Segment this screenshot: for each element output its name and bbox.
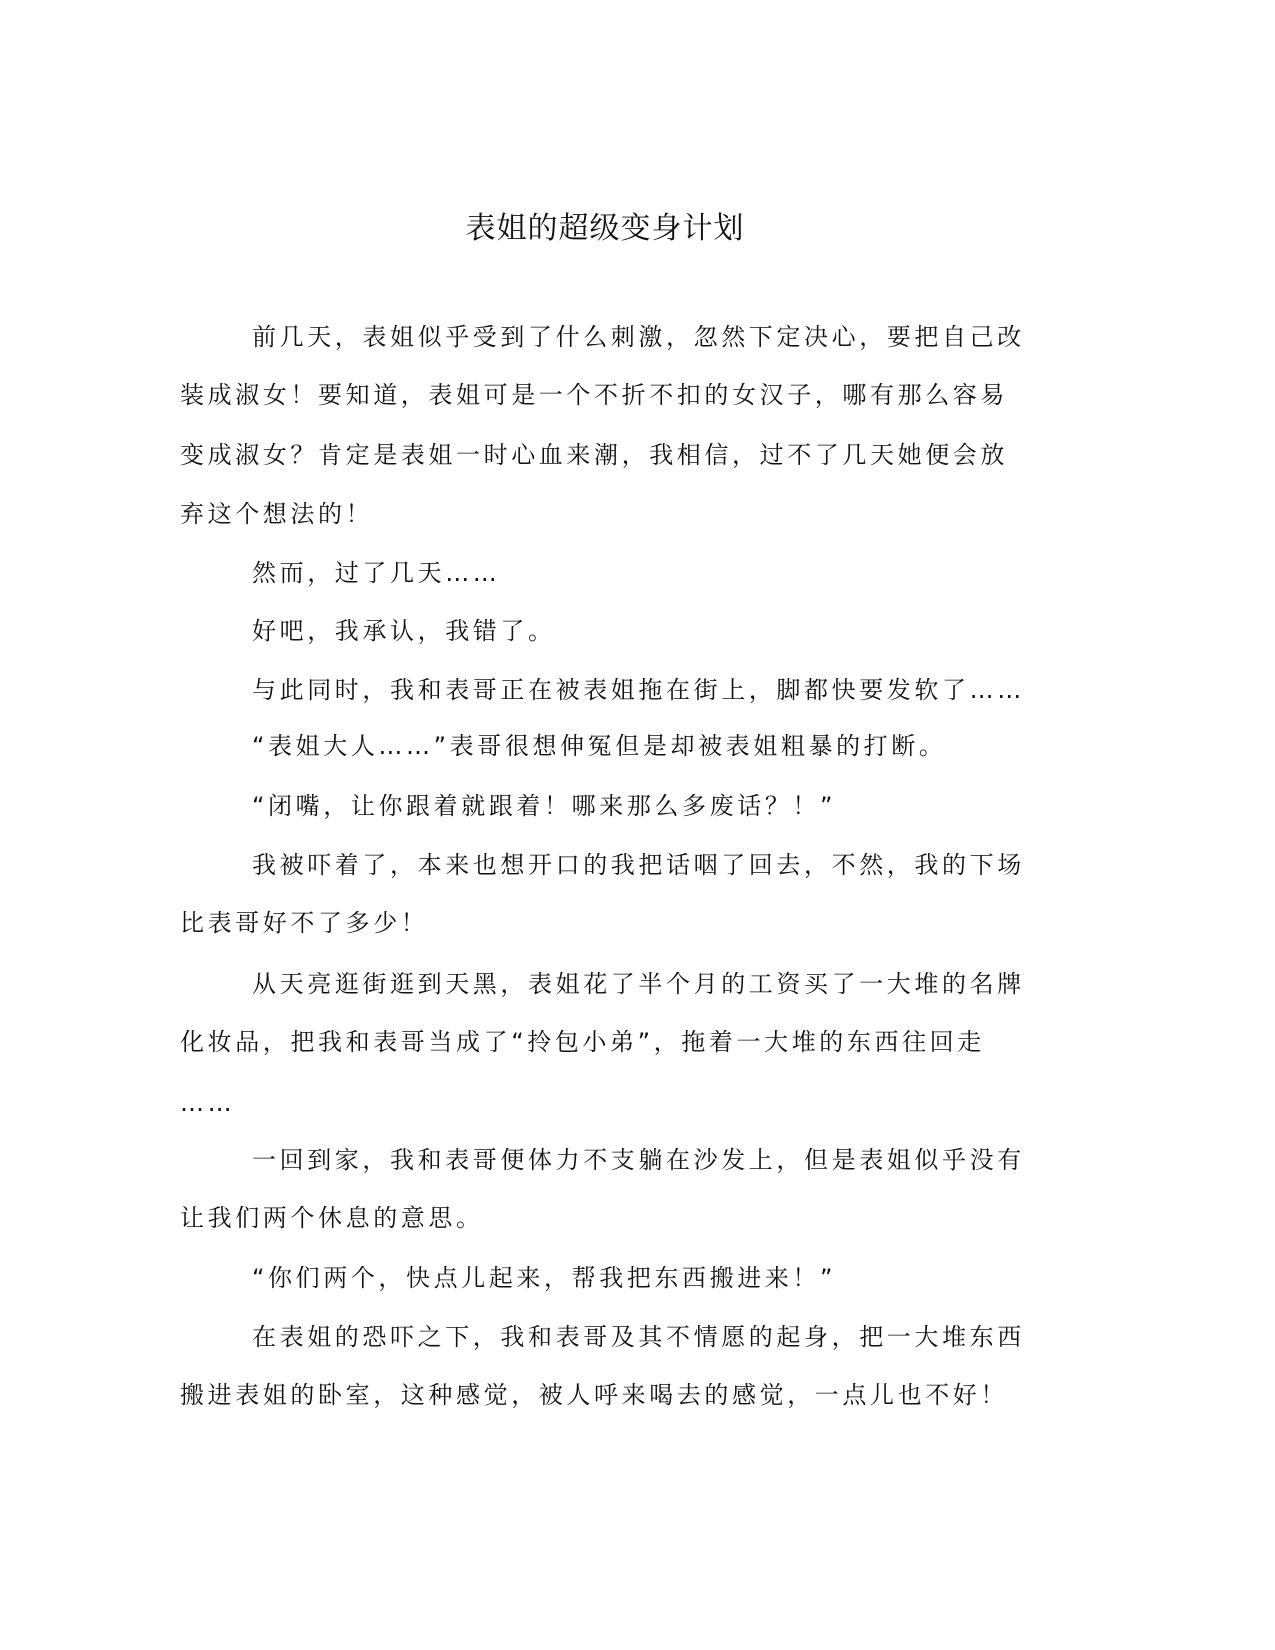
paragraph-line: …… [180,1089,236,1117]
paragraph-line: 我被吓着了，本来也想开口的我把话咽了回去，不然，我的下场 [252,851,1025,879]
paragraph-line: 好吧，我承认，我错了。 [252,617,556,645]
paragraph-line: “你们两个，快点儿起来，帮我把东西搬进来！” [252,1264,837,1292]
paragraph-line: 让我们两个休息的意思。 [180,1204,484,1232]
paragraph-line: “表姐大人……”表哥很想伸冤但是却被表姐粗暴的打断。 [252,732,947,760]
paragraph-line: 然而，过了几天…… [252,559,501,587]
paragraph-line: 比表哥好不了多少！ [180,909,429,937]
paragraph-line: “闭嘴，让你跟着就跟着！哪来那么多废话？！” [252,792,837,820]
paragraph-line: 一回到家，我和表哥便体力不支躺在沙发上，但是表姐似乎没有 [252,1146,1025,1174]
paragraph-line: 从天亮逛街逛到天黑，表姐花了半个月的工资买了一大堆的名牌 [252,970,1025,998]
document-title: 表姐的超级变身计划 [465,211,745,246]
paragraph-line: 变成淑女？肯定是表姐一时心血来潮，我相信，过不了几天她便会放 [180,441,1008,469]
paragraph-line: 化妆品，把我和表哥当成了“拎包小弟”，拖着一大堆的东西往回走 [180,1028,985,1056]
paragraph-line: 在表姐的恐吓之下，我和表哥及其不情愿的起身，把一大堆东西 [252,1323,1025,1351]
paragraph-line: 前几天，表姐似乎受到了什么刺激，忽然下定决心，要把自己改 [252,323,1025,351]
paragraph-line: 装成淑女！要知道，表姐可是一个不折不扣的女汉子，哪有那么容易 [180,381,1008,409]
paragraph-line: 与此同时，我和表哥正在被表姐拖在街上，脚都快要发软了…… [252,676,1025,704]
paragraph-line: 弃这个想法的！ [180,500,374,528]
paragraph-line: 搬进表姐的卧室，这种感觉，被人呼来喝去的感觉，一点儿也不好！ [180,1381,1008,1409]
